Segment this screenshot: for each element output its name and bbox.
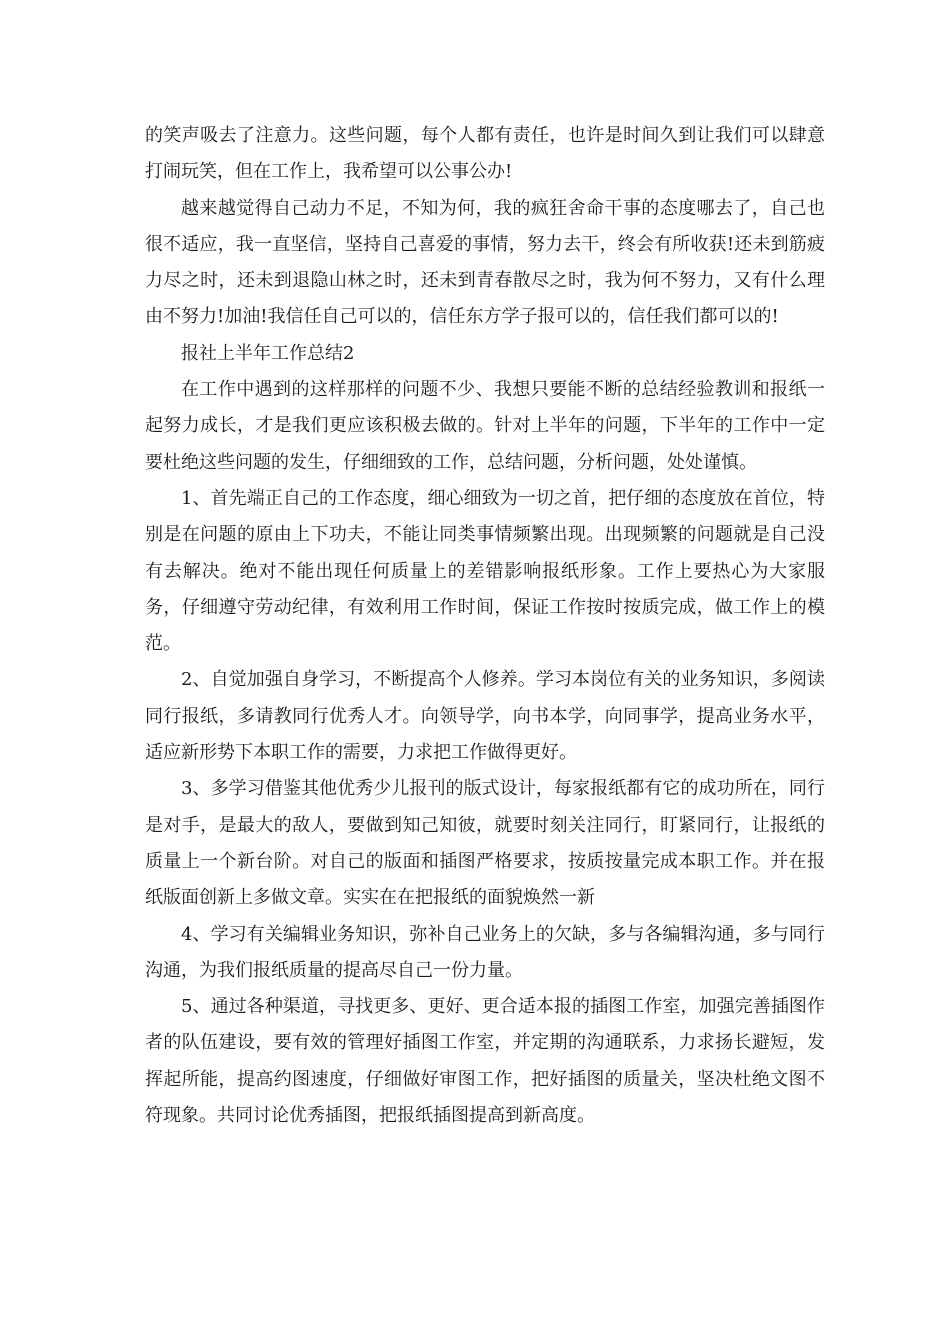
list-item-1: 1、首先端正自己的工作态度，细心细致为一切之首，把仔细的态度放在首位，特别是在问题的原由上下功夫，不能让同类事情频繁出现。出现频繁的问题就是自己没有去解决。绝对不能出现任何质量上的差错影响报纸形象。工作上要热心为大家服务，仔细遵守劳动纪律，有效利用工作时间，保证工作按时按质完成，做工作上的模范。 bbox=[145, 487, 825, 655]
document-page bbox=[145, 118, 825, 1134]
list-item-3: 3、多学习借鉴其他优秀少儿报刊的版式设计，每家报纸都有它的成功所在，同行是对手，是最大的敌人，要做到知己知彼，就要时刻关注同行，盯紧同行，让报纸的质量上一个新台阶。对自己的版面和插图严格要求，按质按量完成本职工作。并在报纸版面创新上多做文章。实实在在把报纸的面貌焕然一新 bbox=[145, 778, 825, 909]
body-paragraph-continued: 的笑声吸去了注意力。这些问题，每个人都有责任，也许是时间久到让我们可以肆意打闹玩笑，但在工作上，我希望可以公事公办! bbox=[145, 125, 825, 183]
section-intro-paragraph: 在工作中遇到的这样那样的问题不少、我想只要能不断的总结经验教训和报纸一起努力成长，才是我们更应该积极去做的。针对上半年的问题，下半年的工作中一定要杜绝这些问题的发生，仔细细致的工作，总结问题，分析问题，处处谨慎。 bbox=[145, 379, 825, 473]
body-paragraph: 越来越觉得自己动力不足，不知为何，我的疯狂舍命干事的态度哪去了，自己也很不适应，我一直坚信，坚持自己喜爱的事情，努力去干，终会有所收获!还未到筋疲力尽之时，还未到退隐山林之时，还未到青春散尽之时，我为何不努力，又有什么理由不努力!加油!我信任自己可以的，信任东方学子报可以的，信任我们都可以的! bbox=[145, 197, 825, 328]
section-title: 报社上半年工作总结2 bbox=[181, 342, 355, 364]
list-item-4: 4、学习有关编辑业务知识，弥补自己业务上的欠缺，多与各编辑沟通，多与同行沟通，为我们报纸质量的提高尽自己一份力量。 bbox=[145, 923, 825, 981]
list-item-2: 2、自觉加强自身学习，不断提高个人修养。学习本岗位有关的业务知识，多阅读同行报纸，多请教同行优秀人才。向领导学，向书本学，向同事学，提高业务水平，适应新形势下本职工作的需要，力求把工作做得更好。 bbox=[145, 669, 825, 764]
list-item-5: 5、通过各种渠道，寻找更多、更好、更合适本报的插图工作室，加强完善插图作者的队伍建设，要有效的管理好插图工作室，并定期的沟通联系，力求扬长避短，发挥起所能，提高约图速度，仔细做好审图工作，把好插图的质量关，坚决杜绝文图不符现象。共同讨论优秀插图，把报纸插图提高到新高度。 bbox=[145, 996, 825, 1127]
